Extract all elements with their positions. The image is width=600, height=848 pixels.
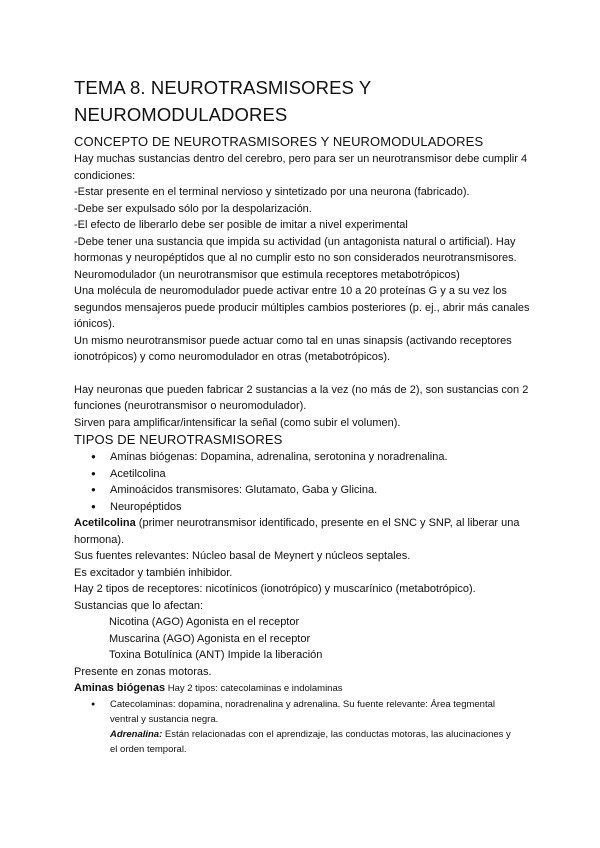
blank-line [74, 366, 544, 382]
document-content [74, 74, 544, 757]
text-line: funciones (neurotransmisor o neuromodulador). [74, 400, 307, 412]
adrenalina-term: Adrenalina: [110, 728, 163, 740]
text-line [74, 680, 544, 697]
substance-line: Toxina Botulínica (ANT) Impide la liberación [109, 649, 323, 661]
text-line: Neuromodulador (un neurotransmisor que estimula receptores metabotrópicos) [74, 268, 460, 281]
page-title-line2: NEUROMODULADORES [74, 104, 288, 125]
text-span: Están relacionadas con el aprendizaje, las conductas motoras, las alucinaciones y [162, 728, 511, 740]
text-line: -Debe tener una sustancia que impida su actividad (un antagonista natural o artificial). Hay [74, 235, 516, 248]
text-line: Sustancias que lo afectan: [74, 599, 204, 612]
text-span: Hay 2 tipos: catecolaminas e indolaminas [165, 683, 343, 694]
acetylcholine-section [74, 515, 544, 680]
text-line: hormonas y neuropéptidos que al no cumplir esto no son considerados neurotransmisores. [74, 252, 517, 264]
text-line: -El efecto de liberarlo debe ser posible de imitar a nivel experimental [74, 219, 408, 231]
text-line: segundos mensajeros puede producir múltiples cambios posteriores (p. ej., abrir más canales [74, 301, 530, 314]
aminas-list [74, 697, 544, 757]
text-line: el orden temporal. [110, 743, 187, 755]
substance-line: Nicotina (AGO) Agonista en el receptor [109, 616, 300, 628]
text-line [74, 515, 544, 532]
text-line [110, 727, 544, 742]
types-list [74, 449, 544, 515]
text-line: condiciones: [74, 169, 136, 182]
text-line: -Estar presente en el terminal nervioso y sintetizado por una neurona (fabricado). [74, 186, 470, 198]
text-line: iónicos). [74, 318, 115, 330]
text-line: Sus fuentes relevantes: Núcleo basal de Meynert y núcleos septales. [74, 550, 411, 562]
text-line: ventral y sustancia negra. [110, 713, 219, 725]
text-line: Sirven para amplificar/intensificar la señal (como subir el volumen). [74, 416, 401, 429]
aminas-section [74, 680, 544, 757]
list-item: ● Aminas biógenas: Dopamina, adrenalina, serotonina y noradrenalina. [74, 449, 544, 466]
text-line: Presente en zonas motoras. [74, 665, 212, 678]
list-item: ● Acetilcolina [74, 466, 544, 483]
page-title-line1: TEMA 8. NEUROTRASMISORES Y [74, 77, 372, 98]
text-line: Una molécula de neuromodulador puede activar entre 10 a 20 proteínas G y a su vez los [74, 285, 507, 297]
aminas-term: Aminas biógenas [74, 682, 166, 694]
acetylcholine-term: Acetilcolina [74, 517, 136, 529]
list-item: ● Aminoácidos transmisores: Glutamato, Gaba y Glicina. [74, 482, 544, 499]
concept-text [74, 151, 544, 431]
text-line: Hay muchas sustancias dentro del cerebro, pero para ser un neurotransmisor debe cumplir 4 [74, 153, 528, 165]
list-item [74, 697, 544, 757]
text-line: Hay neuronas que pueden fabricar 2 sustancias a la vez (no más de 2), son sustancias con 2 [74, 383, 529, 396]
text-line: Hay 2 tipos de receptores: nicotínicos (ionotrópico) y muscarínico (metabotrópico). [74, 583, 476, 595]
text-line: ● Catecolaminas: dopamina, noradrenalina y adrenalina. Su fuente relevante: Área tegmental [110, 698, 495, 710]
substance-line: Muscarina (AGO) Agonista en el receptor [109, 632, 311, 645]
text-span: (primer neurotransmisor identificado, presente en el SNC y SNP, al liberar una [135, 517, 520, 529]
text-line: Un mismo neurotransmisor puede actuar como tal en unas sinapsis (activando receptores [74, 334, 512, 347]
text-line: Es excitador y también inhibidor. [74, 566, 233, 579]
text-line: hormona). [74, 533, 125, 546]
types-heading: TIPOS DE NEUROTRASMISORES [74, 432, 283, 447]
list-item: ● Neuropéptidos [74, 499, 544, 516]
concept-heading: CONCEPTO DE NEUROTRASMISORES Y NEUROMODULADORES [74, 134, 484, 149]
text-line: ionotrópicos) y como neuromodulador en otras (metabotrópicos). [74, 351, 391, 363]
text-line: -Debe ser expulsado sólo por la despolarización. [74, 202, 312, 215]
